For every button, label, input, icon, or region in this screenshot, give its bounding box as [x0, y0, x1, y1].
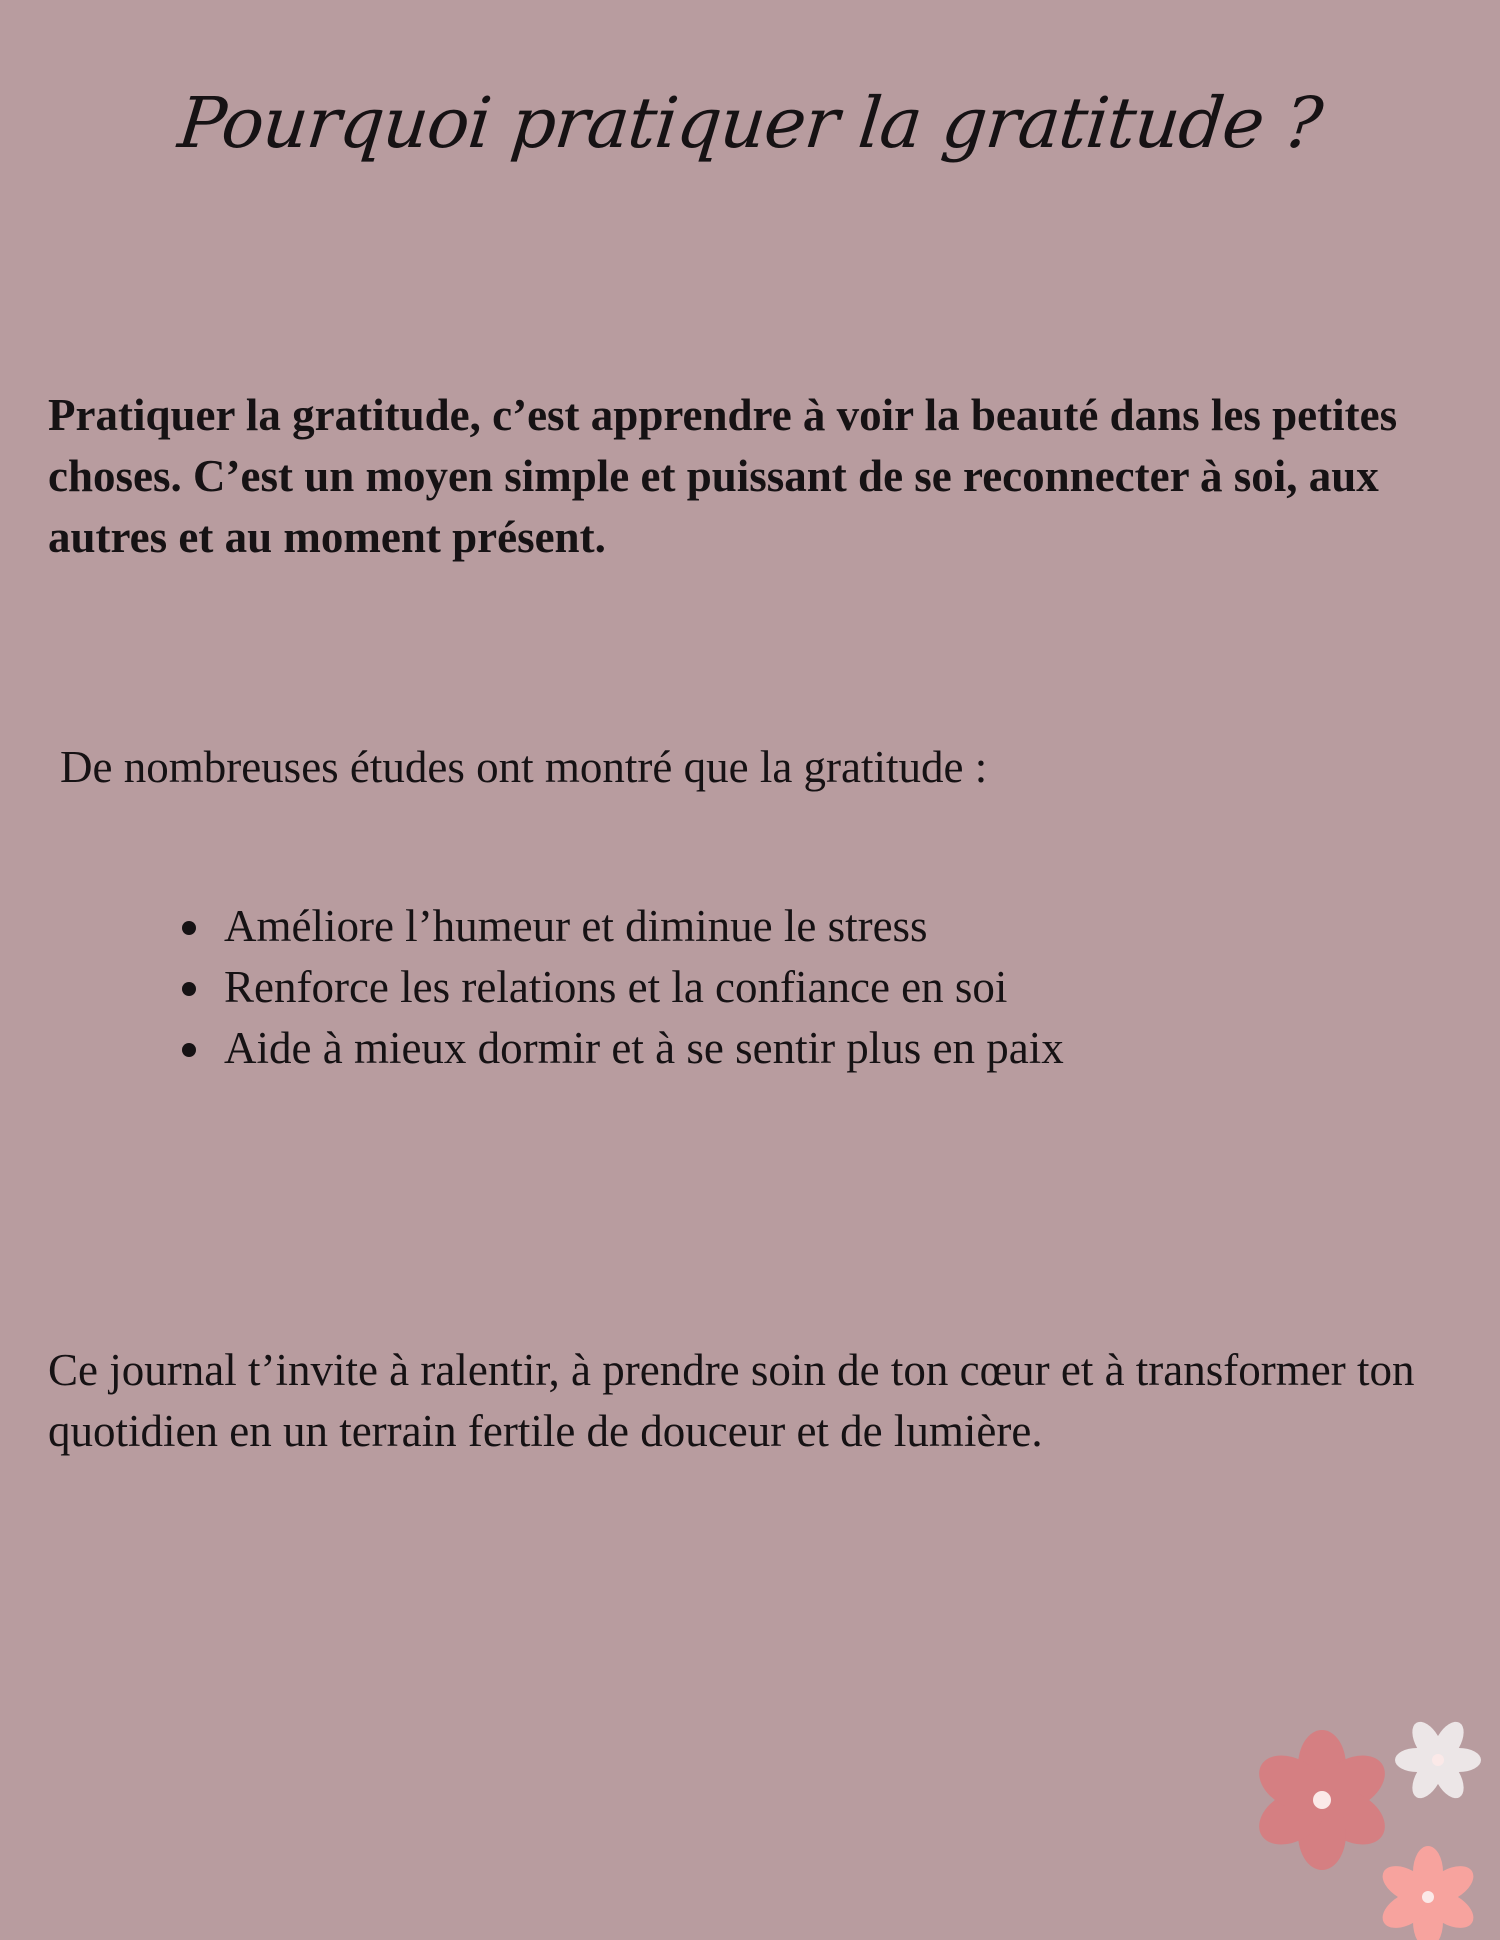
bullet-icon	[182, 982, 196, 996]
page-title: Pourquoi pratiquer la gratitude ?	[174, 82, 1326, 164]
list-item	[180, 957, 1440, 1018]
intro-paragraph: Pratiquer la gratitude, c’est apprendre à voir la beauté dans les petites choses. C’est un moyen simple et puissant de se reconnecter à soi, aux autres et au moment présent.	[48, 390, 1398, 562]
benefit-text: Aide à mieux dormir et à se sentir plus en paix	[224, 1023, 1064, 1073]
outro-paragraph: Ce journal t’invite à ralentir, à prendre soin de ton cœur et à transformer ton quotidien en un terrain fertile de douceur et de lumière.	[48, 1345, 1415, 1456]
flower-cluster-icon	[1240, 1710, 1500, 1940]
benefit-text: Améliore l’humeur et diminue le stress	[224, 901, 928, 951]
list-item	[180, 1018, 1440, 1079]
flower-center	[1432, 1754, 1444, 1766]
white-flower-icon	[1395, 1717, 1481, 1803]
bullet-icon	[182, 921, 196, 935]
flower-center	[1422, 1891, 1434, 1903]
benefit-text: Renforce les relations et la confiance en soi	[224, 962, 1008, 1012]
bullet-icon	[182, 1043, 196, 1057]
list-item	[180, 896, 1440, 957]
studies-lead-text: De nombreuses études ont montré que la gratitude :	[60, 742, 988, 792]
peach-flower-icon	[1376, 1846, 1479, 1940]
flower-center	[1313, 1791, 1331, 1809]
rose-flower-icon	[1249, 1730, 1394, 1870]
benefits-list	[180, 896, 1440, 1079]
